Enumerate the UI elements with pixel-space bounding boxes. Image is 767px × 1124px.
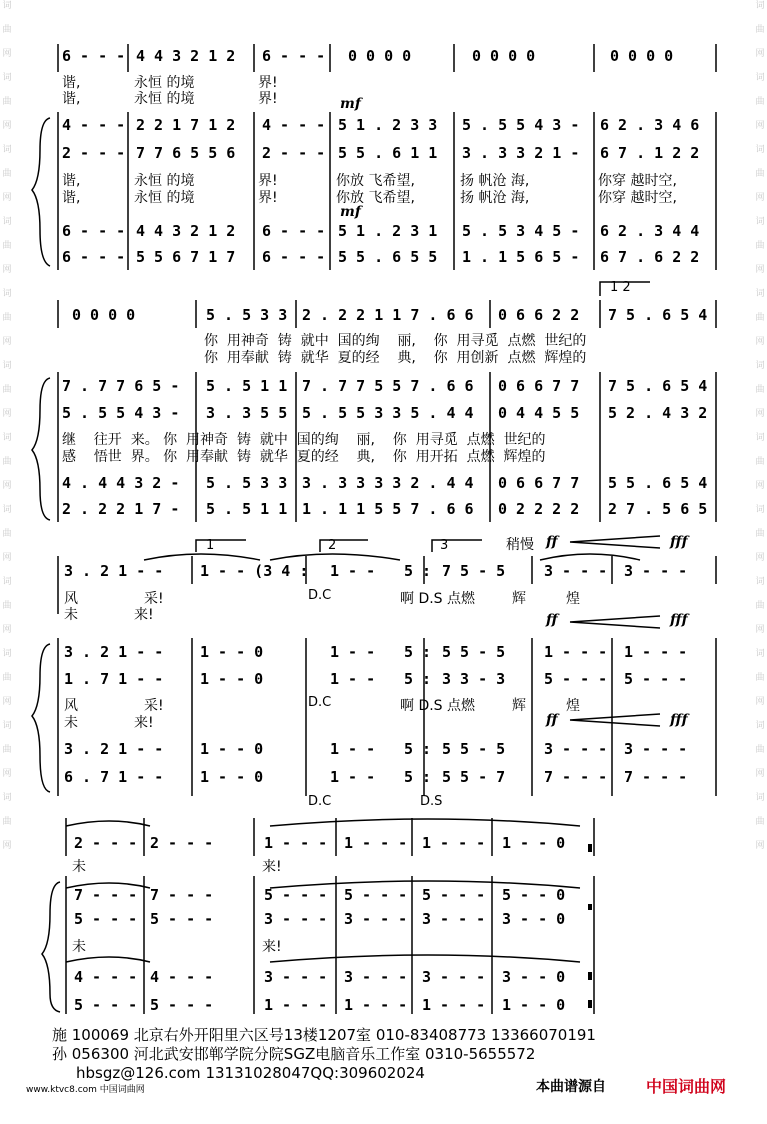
s4-solo-m1: 2 - - -: [74, 834, 138, 852]
s3-soprano2-m6: 5 - - -: [544, 670, 608, 688]
s2-soprano1-m5: 7 5 . 6 5 4: [608, 377, 708, 395]
s1-soprano2-m2: 7 7 6 5 5 6: [136, 144, 236, 162]
s2-solo-lyric1: 你 用神奇 铸 就中 国的绚 丽, 你 用寻觅 点燃 世纪的: [204, 333, 587, 349]
s1-tenor-m2: 4 4 3 2 1 2: [136, 222, 236, 240]
s3-ch-lyric-a: 风: [64, 698, 78, 714]
brand-logo-text[interactable]: 中国词曲网: [646, 1077, 727, 1096]
s1-dynamic-mf-2: mf: [340, 204, 361, 220]
s2-soprano1-m4: 0 6 6 7 7: [498, 377, 580, 395]
s4-solo-lyric-a: 未: [72, 859, 86, 875]
s4-soprano1-m3: 5 - - -: [264, 886, 328, 904]
s3-dyn-ff: ff: [546, 534, 558, 550]
s2-bass-m2: 5 . 5 1 1: [206, 500, 288, 518]
s1-ch-lyric1-f: 你穿 越时空,: [598, 173, 677, 189]
s2-soprano2-m4: 0 4 4 5 5: [498, 404, 580, 422]
s2-tenor-m2: 5 . 5 3 3: [206, 474, 288, 492]
s4-bass-m2: 5 - - -: [150, 996, 214, 1014]
s1-ch-lyric1-e: 扬 帆沧 海,: [460, 173, 530, 189]
s3-volta-2: 2: [328, 538, 337, 553]
s1-solo-m4: 0 0 0 0: [348, 47, 412, 65]
s3-tenor-m2: 1 - - 0: [200, 740, 264, 758]
s4-bass-m4: 1 - - -: [344, 996, 408, 1014]
s2-tenor-m4: 0 6 6 7 7: [498, 474, 580, 492]
s3-ch-lyric2-b: 来!: [134, 715, 154, 731]
s2-soprano1-m2: 5 . 5 1 1: [206, 377, 288, 395]
s3-solo-lyric-b: 采!: [144, 591, 164, 607]
s4-tenor-m5: 3 - - -: [422, 968, 486, 986]
s3-bass-m7: 7 - - -: [624, 768, 688, 786]
s3-solo-dc: D.C: [308, 588, 332, 603]
s3-soprano1-m1: 3 . 2 1 - -: [64, 643, 164, 661]
s3-ch-lyric-b: 采!: [144, 698, 164, 714]
s4-solo-lyric-b: 来!: [262, 859, 282, 875]
contact-footer: [52, 1026, 596, 1083]
s4-tenor-m1: 4 - - -: [74, 968, 138, 986]
s4-bass-m3: 1 - - -: [264, 996, 328, 1014]
s4-soprano2-m1: 5 - - -: [74, 910, 138, 928]
s3-solo-lyric2-a: 未: [64, 607, 78, 623]
s2-soprano2-m5: 5 2 . 4 3 2: [608, 404, 708, 422]
s2-bass-m1: 2 . 2 2 1 7 -: [62, 500, 180, 518]
s1-ch-lyric2-e: 扬 帆沧 海,: [460, 190, 530, 206]
s3-dc-mark: D.C: [308, 794, 332, 809]
right-watermark-strip: 词 曲 网 词 曲 网 词 曲 网 词 曲 网 词 曲 网 词 曲 网 词 曲 网 词 曲 网 词 曲 网 词 曲 网 词 曲 网 词 曲 网: [755, 1, 765, 851]
s2-volta-label: 1 2: [610, 280, 631, 295]
footer-line-1: 施 100069 北京右外开阳里六区号13楼1207室 010-83408773 13366070191: [52, 1026, 596, 1044]
site-url[interactable]: www.ktvc8.com 中国词曲网: [26, 1085, 145, 1095]
s3-tenor-m5: 5 5 - 5: [442, 740, 506, 758]
s1-solo-lyric1-b: 永恒 的境: [134, 75, 195, 91]
s4-soprano2-m6: 3 - - 0: [502, 910, 566, 928]
s1-soprano1-m3: 4 - - -: [262, 116, 326, 134]
s1-solo-m1: 6 - - -: [62, 47, 126, 65]
s1-soprano2-m5: 3 . 3 3 2 1 -: [462, 144, 580, 162]
footer-line-3: hbsgz@126.com 13131028047QQ:309602024: [76, 1064, 425, 1082]
s1-tenor-m4: 5 1 . 2 3 1: [338, 222, 438, 240]
s2-solo-m1: 0 0 0 0: [72, 306, 136, 324]
source-label: 本曲谱源自: [536, 1079, 606, 1095]
s3-bass-m6: 7 - - -: [544, 768, 608, 786]
s2-solo-m3: 2 . 2 2 1 1 7 . 6 6: [302, 306, 474, 324]
s3-soprano2-m2: 1 - - 0: [200, 670, 264, 688]
s3-solo-m1: 3 . 2 1 - -: [64, 562, 164, 580]
s1-bass-m3: 6 - - -: [262, 248, 326, 266]
s3-bass-m5: 5 5 - 7: [442, 768, 506, 786]
s3-bass-m1: 6 . 7 1 - -: [64, 768, 164, 786]
s3-tempo-mark: 稍慢: [506, 537, 534, 553]
s1-soprano2-m1: 2 - - -: [62, 144, 126, 162]
s1-soprano1-m1: 4 - - -: [62, 116, 126, 134]
s1-tenor-m5: 5 . 5 3 4 5 -: [462, 222, 580, 240]
s3-soprano2-m7: 5 - - -: [624, 670, 688, 688]
s4-ch-lyric-b: 来!: [262, 939, 282, 955]
s3-solo-lyric-e: 煌: [566, 591, 580, 607]
s2-ch-lyric1: 继 往开 来。 你 用神奇 铸 就中 国的绚 丽, 你 用寻觅 点燃 世纪的: [62, 432, 546, 448]
s1-soprano2-m4: 5 5 . 6 1 1: [338, 144, 438, 162]
s2-soprano2-m1: 5 . 5 5 4 3 -: [62, 404, 180, 422]
s1-ch-lyric1-b: 永恒 的境: [134, 173, 195, 189]
s1-bass-m5: 1 . 1 5 6 5 -: [462, 248, 580, 266]
s2-solo-m4: 0 6 6 2 2: [498, 306, 580, 324]
s3-solo-m3: 1 - -: [330, 562, 376, 580]
s4-bass-m1: 5 - - -: [74, 996, 138, 1014]
s3-tenor-m1: 3 . 2 1 - -: [64, 740, 164, 758]
s2-soprano1-m3: 7 . 7 7 5 5 7 . 6 6: [302, 377, 474, 395]
s4-tenor-m2: 4 - - -: [150, 968, 214, 986]
s1-tenor-m3: 6 - - -: [262, 222, 326, 240]
s1-ch-lyric2-a: 谐,: [62, 190, 81, 206]
s4-tenor-m6: 3 - - 0: [502, 968, 566, 986]
s1-bass-m4: 5 5 . 6 5 5: [338, 248, 438, 266]
s3-solo-m7: 3 - - -: [624, 562, 688, 580]
s2-ch-lyric2: 感 悟世 界。 你 用奉献 铸 就华 夏的经 典, 你 用开拓 点燃 辉煌的: [62, 449, 546, 465]
s4-bass-m5: 1 - - -: [422, 996, 486, 1014]
s3-solo-m2: 1 - - (3 4 :: [200, 562, 309, 580]
s4-solo-m2: 2 - - -: [150, 834, 214, 852]
s3-soprano1-m4: 5 :: [404, 643, 432, 661]
s4-solo-m5: 1 - - -: [422, 834, 486, 852]
s1-solo-lyric1-a: 谐,: [62, 75, 81, 91]
s3-soprano1-m5: 5 5 - 5: [442, 643, 506, 661]
s3-ch-lyric-d: 辉: [512, 698, 526, 714]
s1-solo-m6: 0 0 0 0: [610, 47, 674, 65]
s4-soprano2-m4: 3 - - -: [344, 910, 408, 928]
s1-ch-lyric1-c: 界!: [258, 173, 278, 189]
s1-bass-m6: 6 7 . 6 2 2: [600, 248, 700, 266]
footer-line-2: 孙 056300 河北武安邯郸学院分院SGZ电脑音乐工作室 0310-5655572: [52, 1045, 536, 1063]
s2-bass-m5: 2 7 . 5 6 5: [608, 500, 708, 518]
s3-bass-m4: 5 :: [404, 768, 432, 786]
s3-tenor-m4: 5 :: [404, 740, 432, 758]
s1-solo-m3: 6 - - -: [262, 47, 326, 65]
left-watermark-strip: 词 曲 网 词 曲 网 词 曲 网 词 曲 网 词 曲 网 词 曲 网 词 曲 网 词 曲 网 词 曲 网 词 曲 网 词 曲 网 词 曲 网: [2, 1, 12, 851]
s3-ch-dc: D.C: [308, 695, 332, 710]
s3-bass-m3: 1 - -: [330, 768, 376, 786]
s1-ch-lyric1-a: 谐,: [62, 173, 81, 189]
s2-soprano2-m3: 5 . 5 5 3 3 5 . 4 4: [302, 404, 474, 422]
s3-soprano2-m1: 1 . 7 1 - -: [64, 670, 164, 688]
s2-bass-m3: 1 . 1 1 5 5 7 . 6 6: [302, 500, 474, 518]
s3-ch-lyric-e: 煌: [566, 698, 580, 714]
s3-solo-lyric-a: 风: [64, 591, 78, 607]
s4-bass-m6: 1 - - 0: [502, 996, 566, 1014]
s3-soprano1-m3: 1 - -: [330, 643, 376, 661]
s3-tenor-m7: 3 - - -: [624, 740, 688, 758]
s1-soprano1-m6: 6 2 . 3 4 6: [600, 116, 700, 134]
s3-solo-lyric-c: 啊 D.S 点燃: [400, 591, 476, 607]
s4-solo-m6: 1 - - 0: [502, 834, 566, 852]
s3-ch-lyric2-a: 未: [64, 715, 78, 731]
s2-soprano2-m2: 3 . 3 5 5: [206, 404, 288, 422]
s1-soprano1-m2: 2 2 1 7 1 2: [136, 116, 236, 134]
s4-soprano1-m6: 5 - - 0: [502, 886, 566, 904]
s2-soprano1-m1: 7 . 7 7 6 5 -: [62, 377, 180, 395]
s1-ch-lyric2-f: 你穿 越时空,: [598, 190, 677, 206]
s1-ch-lyric1-d: 你放 飞希望,: [336, 173, 415, 189]
s1-soprano1-m5: 5 . 5 5 4 3 -: [462, 116, 580, 134]
s4-tenor-m3: 3 - - -: [264, 968, 328, 986]
s3-solo-lyric-d: 辉: [512, 591, 526, 607]
s1-ch-lyric2-c: 界!: [258, 190, 278, 206]
s4-tenor-m4: 3 - - -: [344, 968, 408, 986]
s2-solo-m2: 5 . 5 3 3: [206, 306, 288, 324]
s2-bass-m4: 0 2 2 2 2: [498, 500, 580, 518]
s1-soprano2-m6: 6 7 . 1 2 2: [600, 144, 700, 162]
s4-soprano1-m5: 5 - - -: [422, 886, 486, 904]
s1-solo-m5: 0 0 0 0: [472, 47, 536, 65]
s1-tenor-m6: 6 2 . 3 4 4: [600, 222, 700, 240]
s3-soprano1-m2: 1 - - 0: [200, 643, 264, 661]
s3-soprano1-m7: 1 - - -: [624, 643, 688, 661]
s4-soprano1-m1: 7 - - -: [74, 886, 138, 904]
s3-solo-m4: 5 :: [404, 562, 432, 580]
s4-soprano1-m2: 7 - - -: [150, 886, 214, 904]
s3-soprano2-m3: 1 - -: [330, 670, 376, 688]
s3-dyn-ff-2: ff: [546, 612, 558, 628]
s4-ch-lyric-a: 未: [72, 939, 86, 955]
s4-solo-m3: 1 - - -: [264, 834, 328, 852]
s3-soprano2-m5: 3 3 - 3: [442, 670, 506, 688]
s1-soprano1-m4: 5 1 . 2 3 3: [338, 116, 438, 134]
s1-solo-lyric2-c: 界!: [258, 91, 278, 107]
s1-solo-lyric2-a: 谐,: [62, 91, 81, 107]
s3-dyn-fff-2: fff: [670, 612, 688, 628]
s1-soprano2-m3: 2 - - -: [262, 144, 326, 162]
s4-solo-m4: 1 - - -: [344, 834, 408, 852]
s3-volta-3: 3: [440, 538, 449, 553]
s1-solo-lyric1-c: 界!: [258, 75, 278, 91]
s1-solo-lyric2-b: 永恒 的境: [134, 91, 195, 107]
s2-tenor-m3: 3 . 3 3 3 3 2 . 4 4: [302, 474, 474, 492]
s3-bass-m2: 1 - - 0: [200, 768, 264, 786]
s2-solo-m5: 7 5 . 6 5 4: [608, 306, 708, 324]
s3-volta-1: 1: [206, 538, 215, 553]
s3-dyn-fff-3: fff: [670, 712, 688, 728]
s3-tenor-m6: 3 - - -: [544, 740, 608, 758]
s4-soprano2-m3: 3 - - -: [264, 910, 328, 928]
s2-tenor-m5: 5 5 . 6 5 4: [608, 474, 708, 492]
s4-soprano2-m5: 3 - - -: [422, 910, 486, 928]
s4-soprano2-m2: 5 - - -: [150, 910, 214, 928]
s3-dyn-fff: fff: [670, 534, 688, 550]
s3-ds-mark: D.S: [420, 794, 443, 809]
s3-dyn-ff-3: ff: [546, 712, 558, 728]
s2-tenor-m1: 4 . 4 4 3 2 -: [62, 474, 180, 492]
s1-ch-lyric2-b: 永恒 的境: [134, 190, 195, 206]
s3-solo-m6: 3 - - -: [544, 562, 608, 580]
s1-bass-m2: 5 5 6 7 1 7: [136, 248, 236, 266]
s1-dynamic-mf: mf: [340, 96, 361, 112]
s4-soprano1-m4: 5 - - -: [344, 886, 408, 904]
s2-solo-lyric2: 你 用奉献 铸 就华 夏的经 典, 你 用创新 点燃 辉煌的: [204, 350, 587, 366]
s1-solo-m2: 4 4 3 2 1 2: [136, 47, 236, 65]
s3-tenor-m3: 1 - -: [330, 740, 376, 758]
s3-solo-lyric2-b: 来!: [134, 607, 154, 623]
s1-bass-m1: 6 - - -: [62, 248, 126, 266]
s3-soprano2-m4: 5 :: [404, 670, 432, 688]
s1-ch-lyric2-d: 你放 飞希望,: [336, 190, 415, 206]
s3-solo-m5: 7 5 - 5: [442, 562, 506, 580]
s1-tenor-m1: 6 - - -: [62, 222, 126, 240]
s3-soprano1-m6: 1 - - -: [544, 643, 608, 661]
s3-ch-lyric-c: 啊 D.S 点燃: [400, 698, 476, 714]
